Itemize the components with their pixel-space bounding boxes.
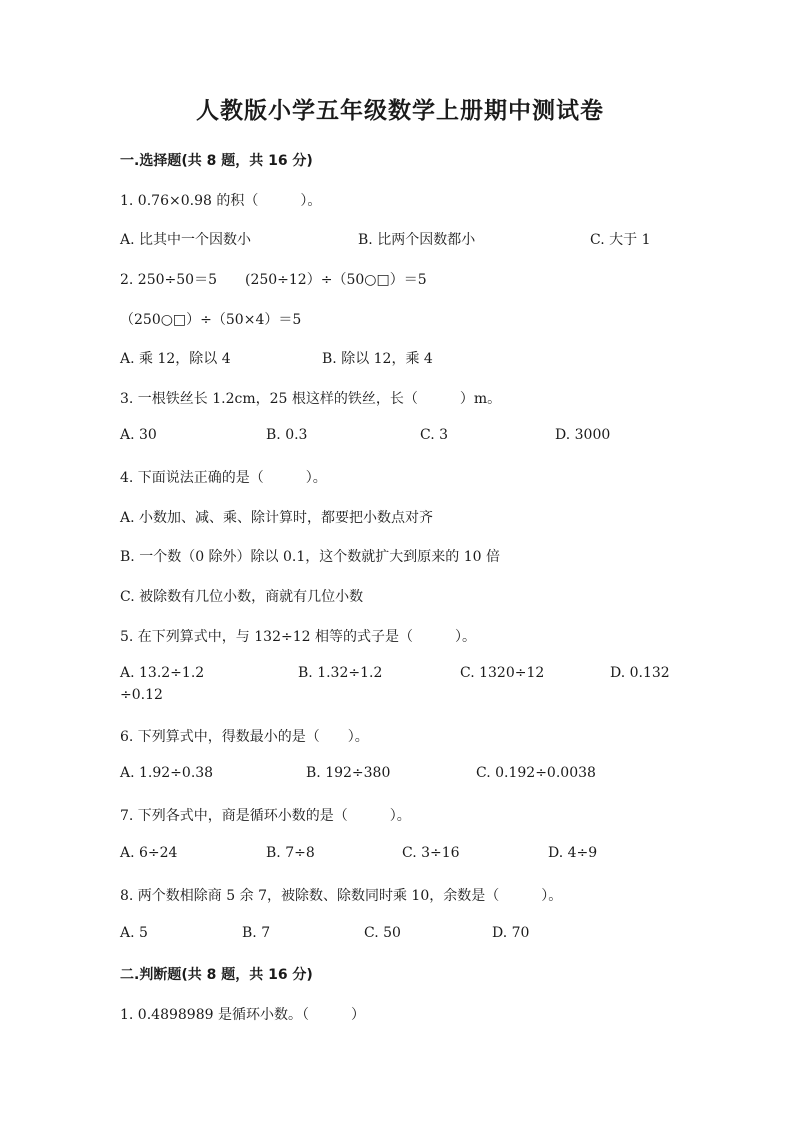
question-4-stem: 4. 下面说法正确的是（ ）。 xyxy=(120,470,327,486)
q1-option-b: B. 比两个因数都小 xyxy=(358,232,476,248)
question-5-stem: 5. 在下列算式中，与 132÷12 相等的式子是（ ）。 xyxy=(120,629,476,645)
q5-option-b: B. 1.32÷1.2 xyxy=(298,665,383,681)
q4-option-b: B. 一个数（0 除外）除以 0.1，这个数就扩大到原来的 10 倍 xyxy=(120,549,500,565)
q1-option-a: A. 比其中一个因数小 xyxy=(120,232,252,248)
q3-option-d: D. 3000 xyxy=(555,427,611,443)
q8-option-c: C. 50 xyxy=(364,925,401,941)
q6-option-b: B. 192÷380 xyxy=(306,765,391,781)
question-7-stem: 7. 下列各式中，商是循环小数的是（ ）。 xyxy=(120,808,411,824)
judgement-question-1: 1. 0.4898989 是循环小数。（ ） xyxy=(120,1007,365,1023)
exam-title: 人教版小学五年级数学上册期中测试卷 xyxy=(196,98,604,124)
question-1-stem: 1. 0.76×0.98 的积（ ）。 xyxy=(120,193,322,209)
q6-option-c: C. 0.192÷0.0038 xyxy=(476,765,596,781)
q5-option-d-wrap: ÷0.12 xyxy=(120,687,163,703)
question-8-stem: 8. 两个数相除商 5 余 7，被除数、除数同时乘 10，余数是（ ）。 xyxy=(120,888,563,904)
q4-option-a: A. 小数加、减、乘、除计算时，都要把小数点对齐 xyxy=(120,510,434,526)
q7-option-c: C. 3÷16 xyxy=(402,845,460,861)
q1-option-c: C. 大于 1 xyxy=(590,232,651,248)
q2-option-a: A. 乘 12，除以 4 xyxy=(120,351,231,367)
section-heading-choice: 一.选择题(共 8 题，共 16 分) xyxy=(120,153,313,169)
q7-option-a: A. 6÷24 xyxy=(120,845,178,861)
q3-option-c: C. 3 xyxy=(420,427,449,443)
q5-option-a: A. 13.2÷1.2 xyxy=(120,665,205,681)
q6-option-a: A. 1.92÷0.38 xyxy=(120,765,214,781)
q8-option-d: D. 70 xyxy=(492,925,530,941)
question-6-stem: 6. 下列算式中，得数最小的是（ ）。 xyxy=(120,729,369,745)
question-3-stem: 3. 一根铁丝长 1.2cm，25 根这样的铁丝，长（ ）m。 xyxy=(120,391,502,407)
q7-option-d: D. 4÷9 xyxy=(548,845,598,861)
question-2-stem-cont: （250○□）÷（50×4）＝5 xyxy=(120,312,302,328)
q8-option-b: B. 7 xyxy=(242,925,271,941)
question-2-stem: 2. 250÷50＝5 (250÷12）÷（50○□）＝5 xyxy=(120,272,427,288)
q3-option-a: A. 30 xyxy=(120,427,157,443)
section-heading-judgement: 二.判断题(共 8 题，共 16 分) xyxy=(120,967,313,983)
q2-option-b: B. 除以 12，乘 4 xyxy=(322,351,433,367)
q3-option-b: B. 0.3 xyxy=(266,427,308,443)
q8-option-a: A. 5 xyxy=(120,925,148,941)
q4-option-c: C. 被除数有几位小数，商就有几位小数 xyxy=(120,589,364,605)
q7-option-b: B. 7÷8 xyxy=(266,845,315,861)
q5-option-c: C. 1320÷12 xyxy=(460,665,545,681)
q5-option-d: D. 0.132 xyxy=(610,665,670,681)
